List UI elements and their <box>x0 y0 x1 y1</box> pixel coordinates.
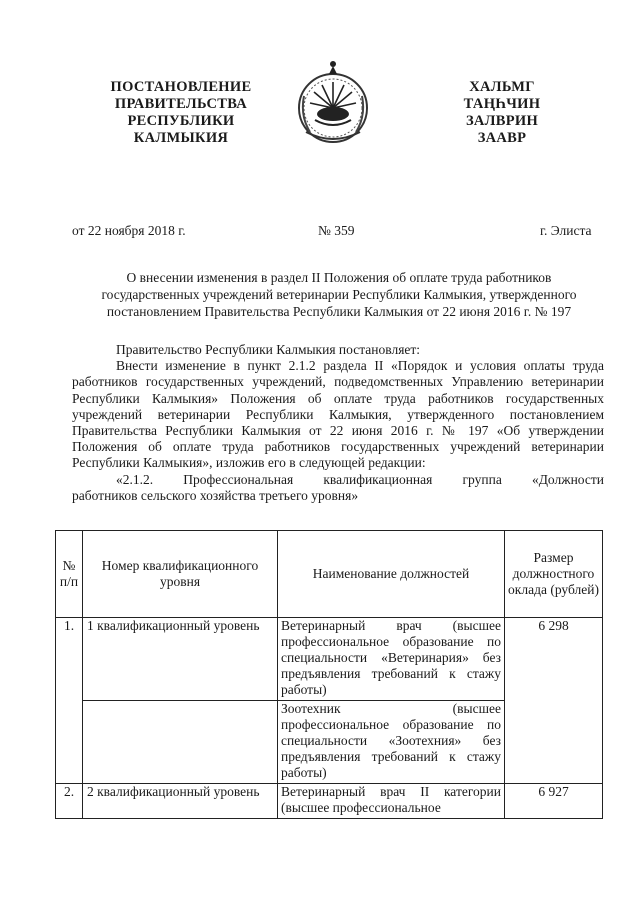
kalmykia-emblem-icon <box>296 58 370 158</box>
document-date: от 22 ноября 2018 г. <box>72 223 186 238</box>
row-salary: 6 927 <box>505 784 603 819</box>
header-positions: Наименование должностей <box>278 531 505 618</box>
row-number: 2. <box>56 784 83 819</box>
header-number: № п/п <box>56 531 83 618</box>
issuer-line: КАЛМЫКИЯ <box>133 130 229 146</box>
title-line: постановлением Правительства Республики Калмыкия от 22 июня 2016 г. № 197 <box>106 304 572 319</box>
table-header-row <box>56 531 603 618</box>
document-body <box>72 342 604 504</box>
row-position: Ветеринарный врач II категории (высшее профессиональное <box>278 784 505 819</box>
issuer-title-kalmyk <box>432 79 572 147</box>
row-level-empty <box>83 701 278 784</box>
issuer-line: РЕСПУБЛИКИ <box>127 113 235 129</box>
issuer-title-russian <box>86 79 276 147</box>
clause-heading: «2.1.2. Профессиональная квалификационная группа «Должности <box>116 471 604 487</box>
table-row <box>56 618 603 701</box>
document-title <box>72 269 606 320</box>
decree-statement: Правительство Республики Калмыкия постановляет: <box>116 342 421 357</box>
issuer-line: ПОСТАНОВЛЕНИЕ <box>110 79 252 95</box>
row-salary: 6 298 <box>505 618 603 784</box>
salary-table <box>55 530 603 819</box>
row-position: Зоотехник (высшее профессиональное образование по специальности «Зоотехния» без предъявления требований к стажу работы) <box>278 701 505 784</box>
issuer-line: ТАҢҺЧИН <box>463 96 541 112</box>
document-city: г. Элиста <box>540 223 592 238</box>
row-level: 1 квалификационный уровень <box>83 618 278 701</box>
issuer-line: ХАЛЬМГ <box>469 79 535 95</box>
issuer-line: ЗААВР <box>477 130 527 146</box>
row-position: Ветеринарный врач (высшее профессиональное образование по специальности «Ветеринария» без предъявления требований к стажу работы) <box>278 618 505 701</box>
title-line: государственных учреждений ветеринарии Республики Калмыкия, утвержденного <box>101 287 577 302</box>
row-level: 2 квалификационный уровень <box>83 784 278 819</box>
issuer-line: ЗАЛВРИН <box>465 113 539 129</box>
header-level: Номер квалификационного уровня <box>83 531 278 618</box>
clause-heading-cont: работников сельского хозяйства третьего уровня» <box>72 487 359 503</box>
table-row <box>56 784 603 819</box>
title-line: О внесении изменения в раздел II Положения об оплате труда работников <box>126 270 552 285</box>
issuer-line: ПРАВИТЕЛЬСТВА <box>114 96 248 112</box>
document-number: № 359 <box>318 223 355 238</box>
row-number: 1. <box>56 618 83 784</box>
header-salary: Размер должностного оклада (рублей) <box>505 531 603 618</box>
amendment-paragraph: Внести изменение в пункт 2.1.2 раздела II «Порядок и условия оплаты труда работников государственных учреждений, подведомственных Управлению ветеринарии Республики Калмыкия» Положения об оплате труда работников государственных учреждений ветеринарии Республики Калмыкия, утвержденного постановлением Правительства Республики Калмыкия от 22 июня 2016 г. № 197 «Об утверждении Положения об оплате труда работников государственных учреждений ветеринарии Республики Калмыкия», изложив его в следующей редакции: <box>72 358 604 471</box>
